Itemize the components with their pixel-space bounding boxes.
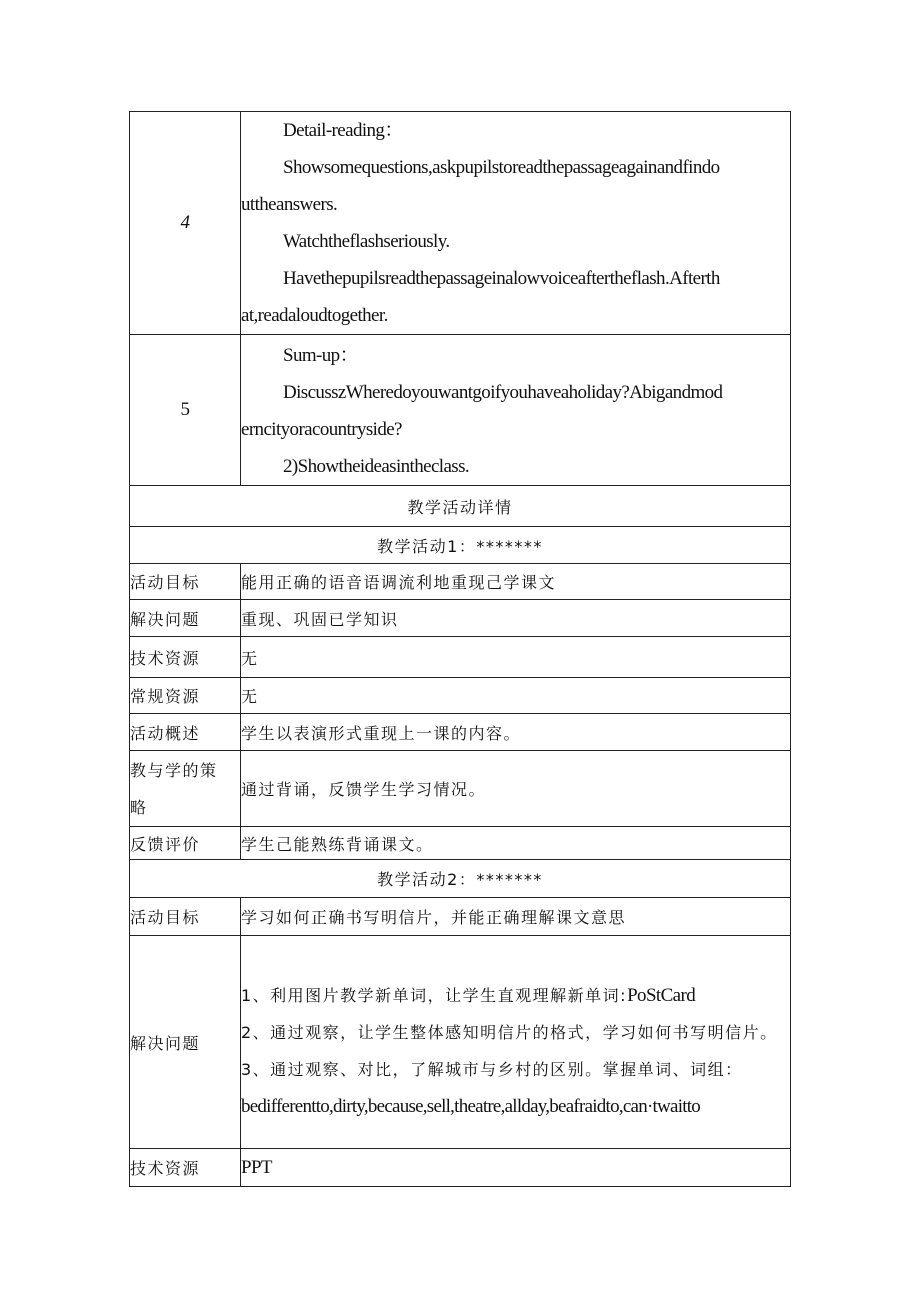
activity1-row <box>130 751 791 827</box>
activity2-row <box>130 1149 791 1187</box>
row-value <box>241 936 791 1149</box>
step-line: at,readaloudtogether. <box>241 305 388 326</box>
activity2-row <box>130 898 791 936</box>
row-value: 无 <box>241 637 791 678</box>
row-value: 能用正确的语音语调流利地重现己学课文 <box>241 564 791 600</box>
row-label <box>130 751 241 827</box>
step-content <box>241 335 791 486</box>
row-value: 学生以表演形式重现上一课的内容。 <box>241 714 791 751</box>
step-line: 2)Showtheideasintheclass. <box>283 456 470 477</box>
problem-item: 3、通过观察、对比，了解城市与乡村的区别。掌握单词、词组： <box>241 1060 743 1079</box>
row-label: 常规资源 <box>130 678 241 714</box>
step-row-5 <box>130 335 791 486</box>
row-value: PPT <box>241 1149 791 1187</box>
step-line: Watchtheflashseriously. <box>283 231 450 252</box>
activity1-row <box>130 637 791 678</box>
step-number: 4 <box>130 112 241 335</box>
step-number: 5 <box>130 335 241 486</box>
problem-item <box>241 977 790 1014</box>
row-label: 技术资源 <box>130 1149 241 1187</box>
activity2-row <box>130 936 791 1149</box>
problem-item: 2、通过观察，让学生整体感知明信片的格式，学习如何书写明信片。 <box>241 1023 778 1042</box>
lesson-plan-table <box>129 111 791 1187</box>
row-value: 通过背诵，反馈学生学习情况。 <box>241 751 791 827</box>
row-value: 无 <box>241 678 791 714</box>
row-label-line: 略 <box>130 797 148 817</box>
activity1-row <box>130 714 791 751</box>
row-label: 技术资源 <box>130 637 241 678</box>
activity1-row <box>130 564 791 600</box>
new-word: PoStCard <box>627 985 696 1006</box>
row-label: 反馈评价 <box>130 827 241 860</box>
activity1-row <box>130 600 791 637</box>
row-label: 活动目标 <box>130 898 241 936</box>
step-line: Showsomequestions,askpupilstoreadthepassageagainandfindo <box>283 157 720 178</box>
vocabulary-list: bedifferentto,dirty,because,sell,theatre,allday,beafraidto,can·twaitto <box>241 1096 701 1117</box>
section-title: 教学活动详情 <box>130 486 791 527</box>
problem-item-text: 1、利用图片教学新单词，让学生直观理解新单词: <box>241 986 628 1005</box>
step-line: Sum-up： <box>283 345 358 366</box>
step-line: uttheanswers. <box>241 194 338 215</box>
row-label: 活动概述 <box>130 714 241 751</box>
step-line: Detail-reading： <box>283 120 403 141</box>
row-value: 学习如何正确书写明信片，并能正确理解课文意思 <box>241 898 791 936</box>
activity1-row <box>130 678 791 714</box>
activity1-title: 教学活动1：******* <box>130 527 791 564</box>
row-label-line: 教与学的策 <box>130 760 218 780</box>
step-content <box>241 112 791 335</box>
activity1-row <box>130 827 791 860</box>
row-value: 学生己能熟练背诵课文。 <box>241 827 791 860</box>
row-value: 重现、巩固已学知识 <box>241 600 791 637</box>
step-line: erncityoracountryside? <box>241 419 402 440</box>
step-line: Havethepupilsreadthepassageinalowvoiceaftertheflash.Afterth <box>283 268 720 289</box>
row-label: 解决问题 <box>130 600 241 637</box>
row-label: 活动目标 <box>130 564 241 600</box>
row-label: 解决问题 <box>130 936 241 1149</box>
step-row-4 <box>130 112 791 335</box>
step-line: DiscusszWheredoyouwantgoifyouhaveaholiday?Abigandmod <box>283 382 723 403</box>
activity2-title: 教学活动2：******* <box>130 860 791 898</box>
